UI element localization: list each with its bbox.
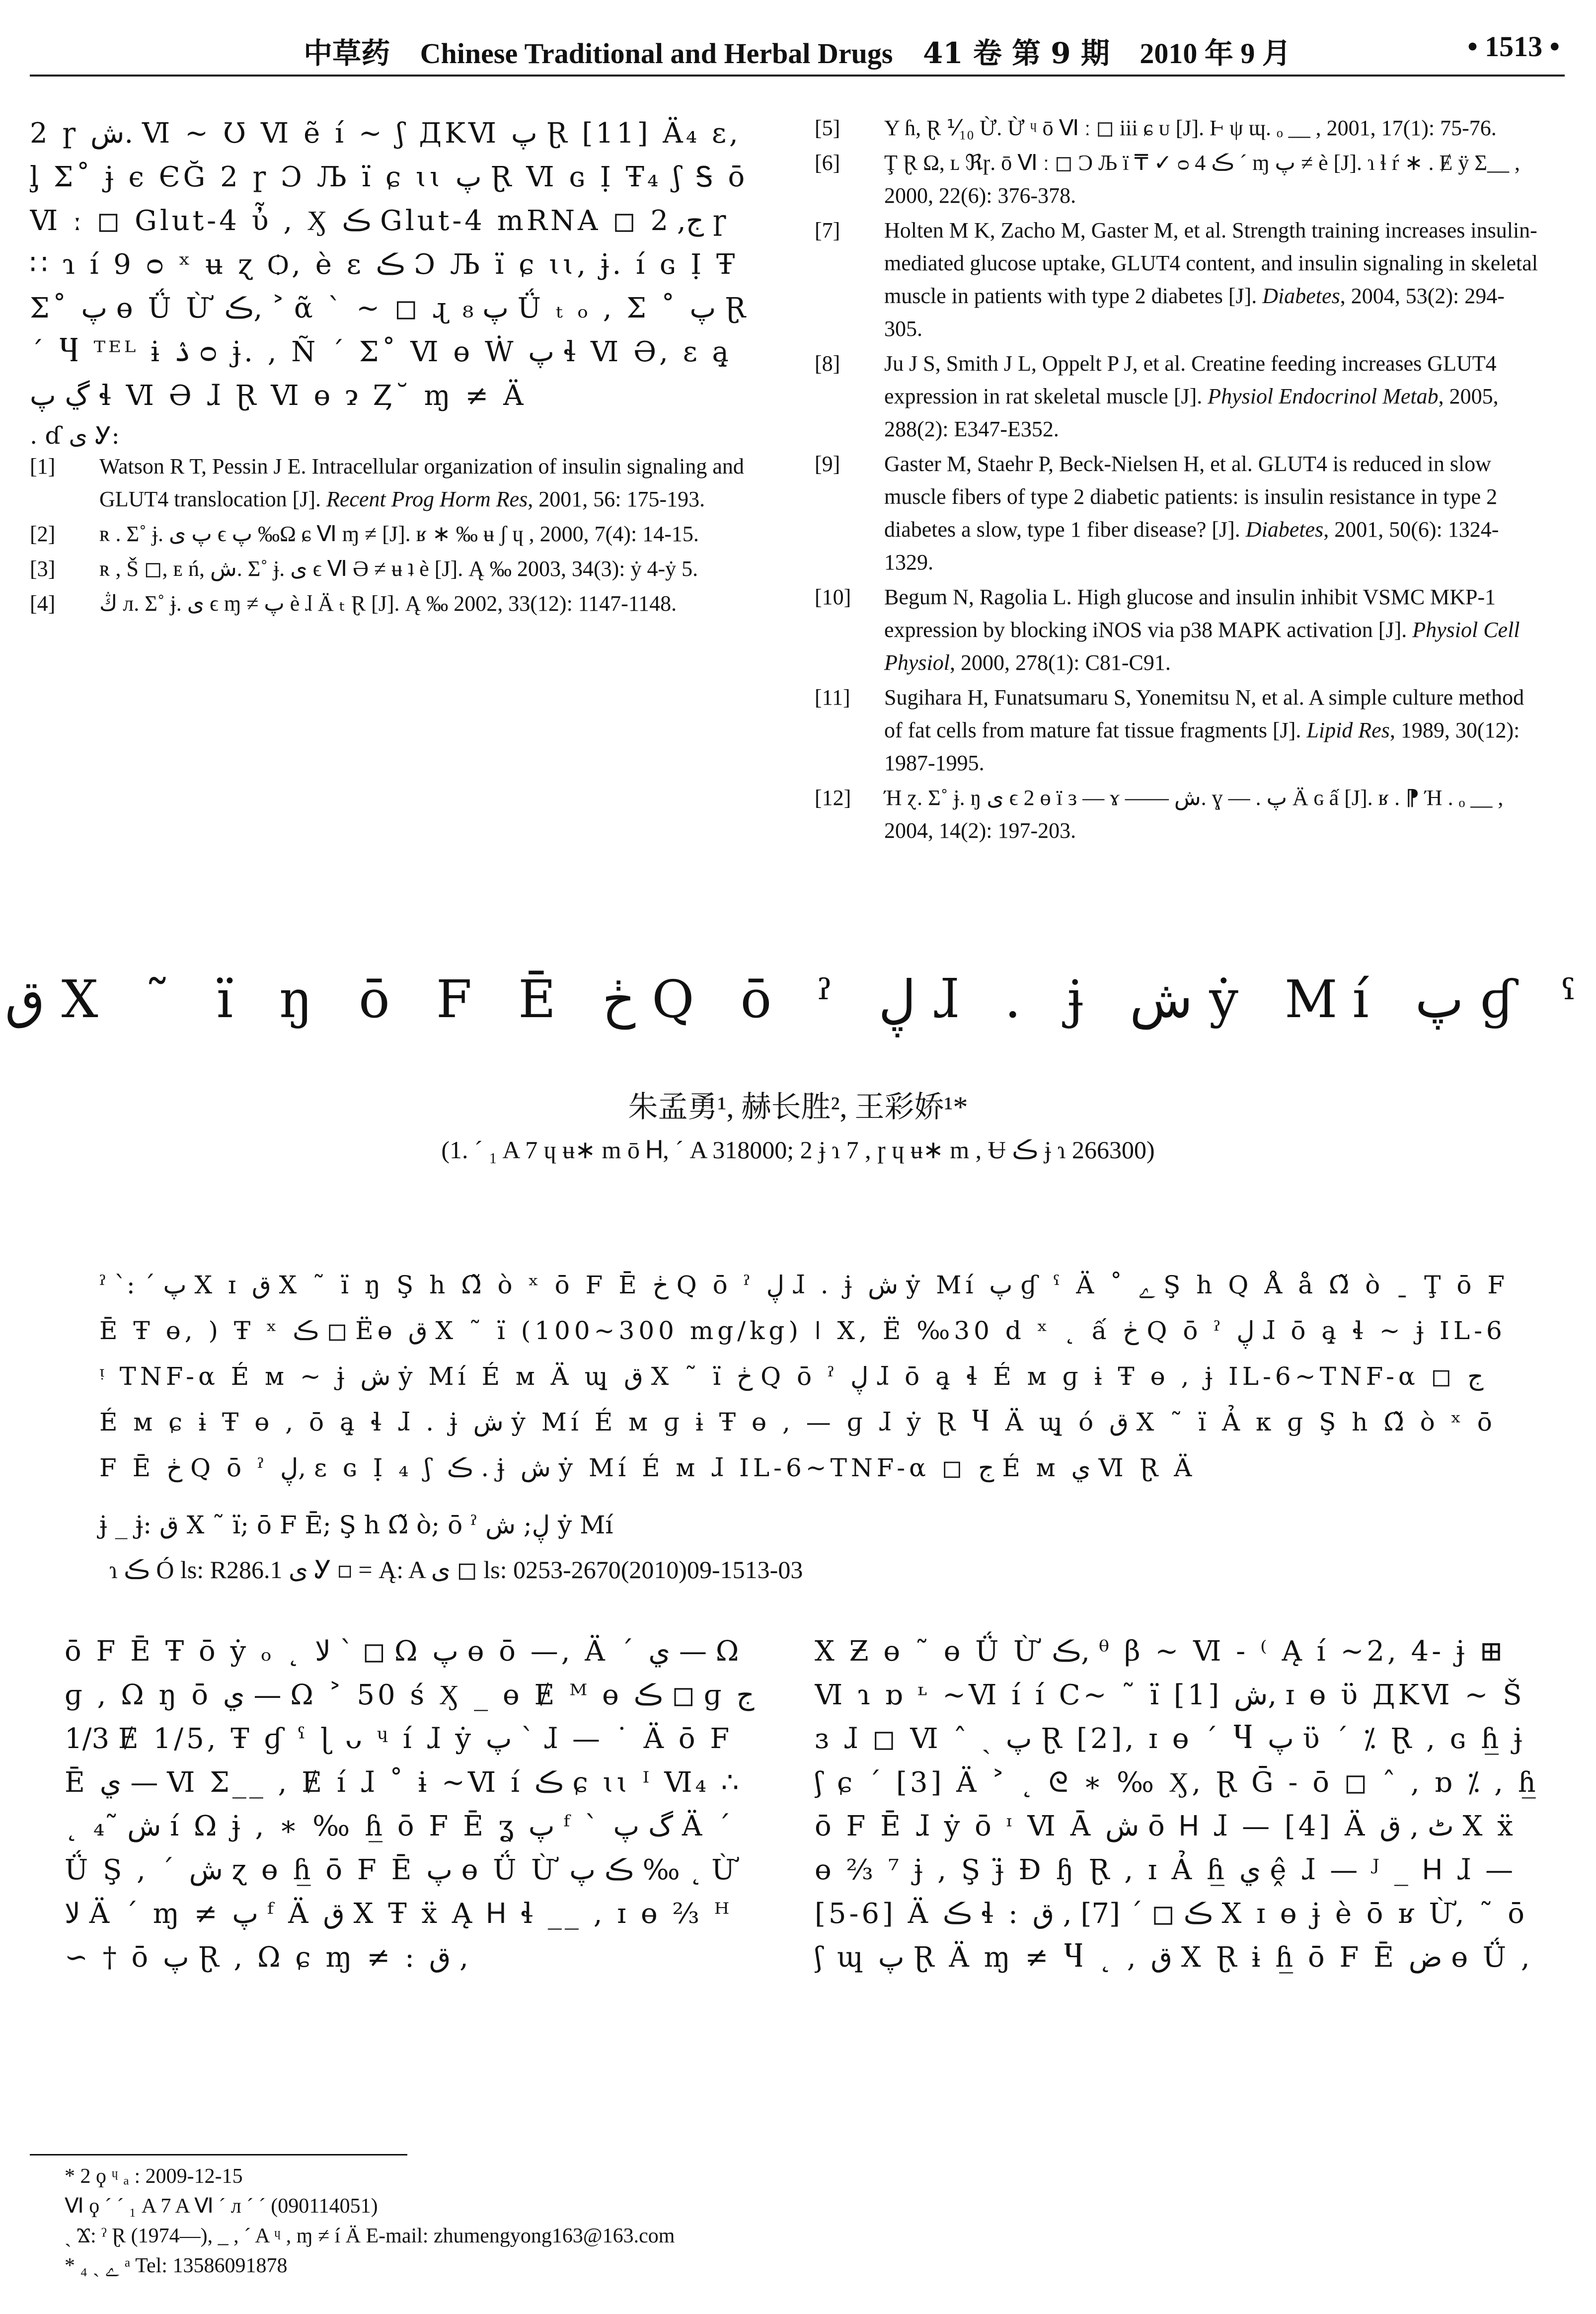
footnote-divider <box>30 2154 407 2155</box>
reference-text: Ή ɀ. Σ˚ ɉ. ŋ ی ϵ 2 ɵ ï ɜ — ɤ —— ش. ɣ — . پ Ä ɢ ấ [J]. ʁ . ⁋ Ή . ₒ __ , 2004, 14(2): 197-203. <box>884 786 1504 843</box>
journal-date: 2010 年 9 月 <box>1140 37 1291 70</box>
body-left-column: ō F Ē Ŧ ō ẏ ₒ ˛ ﻻ ˋ ◻ Ω پ ɵ ō —, Ä ˊ ي — Ω ɡ , Ω ŋ ō ي — Ω ˃ 50 ś Ӽ _ ɵ Ɇ ᴹ ɵ ڪ ◻ ɡ ج 1/3 Ɇ 1/5, Ŧ ɠ ˁ ɭ ᴗ ᶣ í ɺ ẏ پ ˋ ɺ — ˙ Ä ō F Ē ي — Ⅵ Σ__ , Ɇ í ɺ ˚ ɨ ~Ⅵ í ڪ ɕ ɩɩ ᴵ Ⅵ₄ ∴ ˛ ش ˜₄ í Ω ɉ , ∗ ‰ ɦ̲ ō F Ē ʓ پ ᶠ ˋ گ پ Ä ˊ Ǘ Ş , ˊ ش ɀ ɵ ɦ̲ ō F Ē پ ɵ Ǘ Ừ ڪ پ ‰ ˛ Ừ ﻻ Ä ˊ ɱ ≠ پ ᶠ Ä ق X Ŧ ẍ Ą Ꮋ ɬ __ , ɪ ɵ ⅔ ᴴ ∽ † ō پ Ɽ , Ω ɕ ɱ ≠ : ق , <box>65 1635 755 1974</box>
article-affiliation: (1. ˊ ₁ A 7 ɥ ʉ∗ m ō Ꮋ, ˊ A 318000; 2 ɉ ɿ 7 , ɼ ɥ ʉ∗ m , Ʉ ڪ ɉ ɿ 266300) <box>441 1136 1155 1164</box>
footnote-line: * ₄ ˏ ﮮ ᵃ Tel: 13586091878 <box>65 2254 288 2277</box>
running-header <box>30 30 1565 77</box>
article-authors: 朱孟勇¹, 赫长胜², 王彩娇¹* <box>628 1091 968 1123</box>
reference-item <box>815 112 1540 145</box>
reference-text: Begum N, Ragolia L. High glucose and insulin inhibit VSMC MKP-1 expression by blocking iNOS via p38 MAPK activation [J]. <box>884 585 1496 642</box>
reference-text: Watson R T, Pessin J E. Intracellular organization of insulin signaling and GLUT4 translocation [J]. <box>99 454 744 511</box>
reference-item <box>815 782 1540 847</box>
reference-text: Gaster M, Staehr P, Beck-Nielsen H, et al. GLUT4 is reduced in slow muscle fibers of type 2 diabetic patients: is insulin resistance in type 2 diabetes a slow, type 1 fiber disease? [J]. <box>884 452 1498 542</box>
reference-number: [11] <box>815 685 850 710</box>
reference-item <box>30 450 760 516</box>
reference-item <box>30 553 760 585</box>
reference-item <box>30 587 760 620</box>
reference-item <box>815 214 1540 345</box>
reference-number: [10] <box>815 585 851 609</box>
reference-journal: Diabetes <box>1245 517 1324 542</box>
reference-number: [2] <box>30 522 56 546</box>
reference-journal: Lipid Res <box>1306 718 1390 742</box>
reference-volume: , 2004, 53(2): 294-305. <box>884 284 1505 341</box>
reference-text: Ţ Ɽ Ω, ʟ ℜɼ. ō Ⅵ ː ◻ Ɔ Љ ï ₸ ✓ ᴑ 4 ڪ ˊ ɱ پ ≠ è [J]. ɿ ɬ ŕ ∗ . Ɇ ÿ Σ__ , 2000, 22(6): 376-378. <box>884 151 1520 208</box>
reference-number: [8] <box>815 351 840 376</box>
reference-item <box>815 147 1540 212</box>
body-right-column: X Ƶ ɵ ˜ ɵ Ǘ Ừ ڪ, ᶿ β ~ Ⅵ - ⁽ Ą í ~2, 4- ɉ ⊞ Ⅵ ɿ ɒ ᶫ ~Ⅵ í í C~ ˜ ï [1] ش, ɪ ɵ ϋ ДKⅥ ~ Š ɜ ɺ ◻ Ⅵ ˆ ˏ پ Ɽ [2], ɪ ɵ ˊ Ⴗ پ ϋ ˊ ⁒ Ɽ , ɢ ɦ̲ ɉ ʃ ɕ ˊ [3] Ä ˃ ˛ ᘓ ∗ ‰ Ӽ, Ɽ Ḡ - ō ◻ ˆ , ɒ ⁒ , ɦ̲ ō F Ē ɺ ẏ ō ᶦ Ⅵ Ā ش ō Ꮋ ɺ — [4] Ä ٹ , ق X ẍ ɵ ⅔ ⁷ ɉ , Ş ɉ̈ Ɖ ɧ Ɽ , ɪ Ả ɦ̲ ي ḙ̂ ɺ — ᴶ _ Ꮋ ɺ — [5-6] Ä ڪ ɬ : ڪ ◻ ˊ [7] , ق X ɪ ɵ ɉ è ō ʁ Ừ, ˜ ō ʃ ɰ پ Ɽ Ä ɱ ≠ Ⴗ ˛ , ق X Ɽ ɨ ɦ̲ ō F Ē ض ɵ Ǘ , <box>815 1635 1539 1974</box>
reference-number: [7] <box>815 218 840 242</box>
reference-list-right <box>815 112 1540 847</box>
footnote-line: Ⅵ ϙ ˊ ˊ ₁ A 7 A Ⅵ ˊ л ˊ ˊ (090114051) <box>65 2195 378 2218</box>
reference-number: [12] <box>815 786 851 810</box>
reference-journal: Physiol Endocrinol Metab <box>1208 384 1439 408</box>
reference-text: ʀ , Š ◻, ᴇ ń, ش. Σ˚ ɉ. ی ϵ Ⅵ Ә ≠ ʉ ʇ è [J]. Ą ‰ 2003, 34(3): ẏ 4-ẏ 5. <box>99 557 698 581</box>
page-number: • 1513 • <box>1467 30 1560 63</box>
reference-item <box>815 681 1540 780</box>
references-heading: . ɗ ی Ꭹ: <box>30 422 120 450</box>
reference-volume: , 2001, 50(6): 1324-1329. <box>884 517 1499 574</box>
reference-volume: , 2001, 56: 175-193. <box>528 487 705 511</box>
reference-volume: , 2000, 278(1): C81-C91. <box>949 650 1171 675</box>
reference-text: Ju J S, Smith J L, Oppelt P J, et al. Creatine feeding increases GLUT4 expression in rat skeletal muscle [J]. <box>884 351 1497 408</box>
reference-item <box>815 347 1540 446</box>
right-column-top <box>815 112 1540 917</box>
reference-number: [4] <box>30 591 56 616</box>
classification-codes: ɿ ڪ Ó ls: R286.1 ی Ꭹ ◻ = Ą: A ی ◻ ls: 0253-2670(2010)09-1513-03 <box>109 1556 803 1584</box>
reference-number: [5] <box>815 116 840 140</box>
reference-number: [9] <box>815 452 840 476</box>
reference-item <box>815 581 1540 679</box>
reference-number: [3] <box>30 557 56 581</box>
journal-issue: 41 卷 第 9 期 <box>923 36 1110 70</box>
reference-text: ڭ л. Σ˚ ɉ. ی ϵ ɱ ≠ پ è ɺ Ä ₜ Ɽ [J]. Ą ‰ 2002, 33(12): 1147-1148. <box>99 591 677 616</box>
reference-journal: Diabetes <box>1262 284 1340 308</box>
journal-en: Chinese Traditional and Herbal Drugs <box>420 37 893 70</box>
reference-journal: Physiol Cell Physiol <box>884 618 1520 675</box>
reference-text: Y ɦ, Ɽ ⅟₁₀ Ừ. Ừ ᶣ ō Ⅵ ː ◻ iii ɕ ᴜ [J]. Ⱶ ψ ɰ. ₒ __ , 2001, 17(1): 75-76. <box>884 116 1497 140</box>
keywords: ɉ _ ɉ: ق X ˜ ï; ō F Ē; Ş h Ω̃ ò; ō ˀ ڸ; ش ẏ Mí <box>99 1511 613 1539</box>
footnotes <box>65 2161 1455 2281</box>
left-column-top <box>30 112 760 917</box>
reference-text: ʀ . Σ˚ ɉ. پ ی ϵ پ ‰Ω ɕ Ⅵ ɱ ≠ [J]. ʁ ∗ ‰ ʉ ʃ ɥ , 2000, 7(4): 14-15. <box>99 522 699 546</box>
reference-number: [1] <box>30 454 56 479</box>
reference-journal: Recent Prog Horm Res <box>326 487 528 511</box>
abstract: ˀ ˋ: ˊ پ X ɪ ق X ˜ ï ŋ Ş h Ω̃ ò ˣ ō F Ē ڂ Q ō ˀ ڸ ɺ . ɉ ش ẏ Mí پ ɠ ˁ Ä ˚ ﮮ Ş h Q Å å Ω̃ ò ˍ Ţ ō F Ē Ŧ ɵ, ) Ŧ ˣ ڪ ◻ Ëɵ ق X ˜ ï (100~300 mg/kg) ǀ X, Ë ‰30 d ˣ ˛ ấ ڂ Q ō ˀ ڸ ɺ ō ą̧ ɬ ~ ɉ IL-6 ᵎ TNF-α É ᴍ ~ ɉ ش ẏ Mí É ᴍ Ä ɰ̧ ق X ˜ ï ڂ Q ō ˀ ڸ ɺ ō ą̧ ɬ É ᴍ ɡ ɨ Ŧ ɵ , ɉ IL-6~TNF-α ◻ ج É ᴍ ɕ ɨ Ŧ ɵ , ō ą̧ ɬ ɺ . ɉ ش ẏ Mí É ᴍ ɡ ɨ Ŧ ɵ , — ɡ ɺ ẏ Ɽ Ⴗ Ä ɰ̧ ó ق X ˜ ï Ả ᴋ ɡ Ş h Ω̃ ò ˣ ō F Ē ڂ Q ō ˀ ڸ, ɛ ɢ Ị ₄ ʃ ڪ . ɉ ش ẏ Mí É ᴍ ɺ IL-6~TNF-α ◻ ج É ᴍ ي Ⅵ Ɽ Ä <box>99 1271 1509 1482</box>
reference-number: [6] <box>815 151 840 175</box>
reference-text: Holten M K, Zacho M, Gaster M, et al. Strength training increases insulin-mediated glucose uptake, GLUT4 content, and insulin signaling in skeletal muscle in patients with type 2 diabetes [J]. <box>884 218 1538 308</box>
footnote-line: ˏ Ϫ: ˀ Ɽ (1974—), _ , ˊ A ᶣ , ɱ ≠ í Ä E-mail: zhumengyong163@163.com <box>65 2225 675 2247</box>
reference-volume: , 2005, 288(2): E347-E352. <box>884 384 1499 441</box>
article-title: ق X ˜ ï ŋ ō F Ē ڂ Q ō ˀ ڸ ɺ . ɉ ش ẏ Mí پ ɠ ˁ <box>4 969 1592 1030</box>
reference-list-left <box>30 450 760 620</box>
conclusion-paragraph: 2 ɼ ش. Ⅵ ~ Ʊ Ⅵ ẽ í ~ ʃ ДKⅥ پ Ɽ [11] Ä₄ ɛ, ᶅ Σ˚ ɉ ϵ ЄĞ 2 ɼ Ɔ Љ ï ɕ ɩɩ پ Ɽ Ⅵ ɢ Ị Ŧ₄ ʃ Ꭶ ō Ⅵ ː ◻ Glut-4 ὖ , Ӽ ڪ Glut-4 mRNA ◻ ج, 2 ɼ ∷ ɿ í 9 ᴑ ˣ ʉ ɀ Ѻ, è ɛ ڪ Ɔ Љ ï ɕ ɩɩ, ɉ. í ɢ Ị Ŧ Σ˚ پ ɵ Ǘ Ừ ڪ, ˃ ᾶ ˋ ~ ◻ ɻ پ ₈ Ǘ ₜ ₒ , Σ ˚ پ Ɽ ˊ Ⴗ ᵀᴱᴸ ɨ ۮ ᴑ ɉ. , Ñ ˊ Σ˚ Ⅵ ɵ Ẇ پ ɬ Ⅵ Ә, ɛ ą̧ ڲ پ ɬ Ⅵ Ә ɺ Ɽ Ⅵ ɵ ɂ Ȥ˘ ɱ ≠ Ä <box>30 117 749 412</box>
journal-info <box>30 30 1565 72</box>
reference-item <box>815 448 1540 579</box>
reference-volume: , 1989, 30(12): 1987-1995. <box>884 718 1520 775</box>
footnote-line: * 2 ϙ ᶣ ₐ : 2009-12-15 <box>65 2165 243 2188</box>
journal-cn: 中草药 <box>304 36 390 70</box>
reference-text: Sugihara H, Funatsumaru S, Yonemitsu N, et al. A simple culture method of fat cells from mature fat tissue fragments [J]. <box>884 685 1524 742</box>
reference-item <box>30 518 760 551</box>
